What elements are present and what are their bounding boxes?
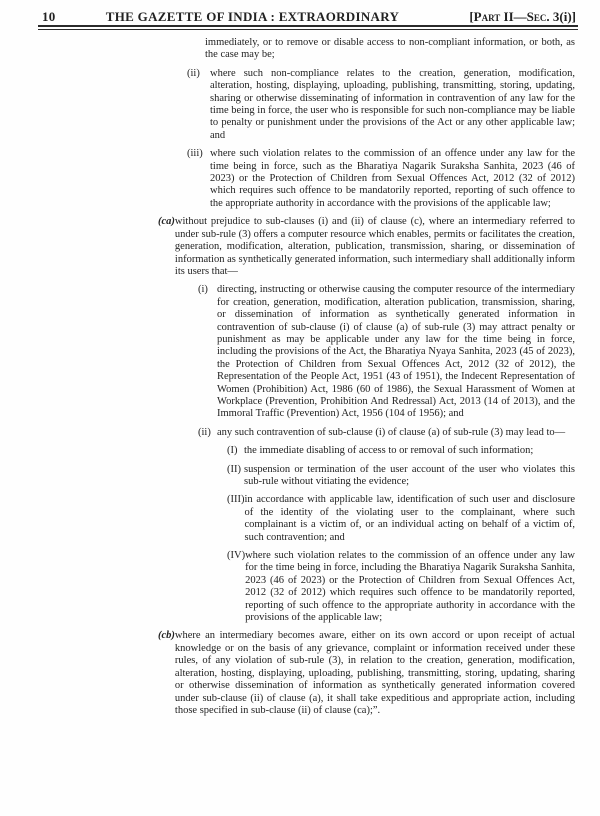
- clause-paragraph: [187, 68, 575, 142]
- document-body: [0, 37, 600, 723]
- clause-paragraph: [205, 37, 575, 62]
- clause-marker: (IV): [227, 550, 246, 562]
- clause-paragraph: [198, 427, 575, 439]
- clause-text: where an intermediary becomes aware, either on its own accord or upon receipt of actual knowledge or on the basis of any grievance, complaint or information received under these rules, of any violation of sub-rule (3), in relation to the creation, generation, modification, alteration, hosting, displaying, uploading, publishing, transmitting, storing, updating, sharing or otherwise dissemination of information as synthetically generated information covered under sub-clause (ii) of clause (a), it shall take expeditious and appropriate action, including those specified in sub-clause (ii) of clause (ca);”.: [174, 630, 575, 716]
- clause-paragraph-list: [0, 37, 600, 717]
- clause-paragraph: [187, 148, 575, 210]
- clause-marker: (ii): [187, 67, 200, 79]
- page-number: 10: [42, 9, 56, 24]
- gazette-title: THE GAZETTE OF INDIA : EXTRAORDINARY: [105, 9, 400, 24]
- clause-text: suspension or termination of the user account of the user who violates this sub-rule without vitiating the evidence;: [244, 463, 575, 487]
- clause-paragraph: [198, 284, 575, 420]
- clause-marker: (iii): [187, 148, 203, 160]
- clause-marker: (ca): [158, 216, 175, 228]
- clause-text: immediately, or to remove or disable access to non-compliant information, or both, as the case may be;: [205, 37, 575, 61]
- part-section-suffix: (i)]: [559, 9, 576, 24]
- clause-text: any such contravention of sub-clause (i) of clause (a) of sub-rule (3) may lead to—: [217, 426, 566, 438]
- clause-text: the immediate disabling of access to or removal of such information;: [244, 445, 534, 457]
- clause-paragraph: [158, 630, 575, 717]
- clause-marker: (cb): [158, 630, 175, 642]
- clause-marker: (ii): [198, 426, 211, 438]
- clause-marker: (I): [227, 445, 238, 457]
- clause-paragraph: [227, 550, 575, 624]
- part-section-smallcaps: [Part II—Sec. 3: [469, 9, 560, 24]
- clause-marker: (i): [198, 284, 208, 296]
- clause-paragraph: [227, 494, 575, 544]
- clause-paragraph: [158, 216, 575, 278]
- clause-text: directing, instructing or otherwise causing the computer resource of the intermediary for creation, generation, modification, alteration publication, transmission, sharing, or dissemination of information as synthetically generated information in contravention of sub-clause (i) of clause (a) of sub-rule (3) may attract penalty or punishment as may be applicable under any law for the time being in force, including the provisions of the Act, the Bharatiya Nyaya Sanhita, 2023 (45 of 2023), the Protection of Children from Sexual Offences Act, 2012 (32 of 2012), the Representation of the People Act, 1951 (43 of 1951), the Indecent Representation of Women (Prohibition) Act, 1986 (60 of 1986), the Sexual Harassment of Women at Workplace (Prevention, Prohibition And Redressal) Act, 2013 (14 of 2013), and the Immoral Traffic (Prevention) Act, 1956 (104 of 1956); and: [217, 284, 575, 420]
- clause-text: where such violation relates to the commission of an offence under any law for the time being in force, such as the Bharatiya Nagarik Suraksha Sanhita, 2023 (46 of 2023) or the Protection of Children from Sexual Offences Act, 2012 (32 of 2012) which requires such offence to be mandatorily reported, reporting of such offence to the appropriate authority in accordance with the provisions of the applicable law;: [210, 148, 575, 209]
- clause-text: where such non-compliance relates to the creation, generation, modification, alteration, hosting, displaying, uploading, publishing, transmitting, storing, updating, sharing or otherwise disseminating of information in contravention of any law for the time being in force, the user who is responsible for such non-compliance may be liable to penalty or punishment under the provisions of the Act or any other applicable law; and: [210, 67, 575, 141]
- clause-text: without prejudice to sub-clauses (i) and (ii) of clause (c), where an intermediary referred to under sub-rule (3) offers a computer resource which enables, permits or facilitates the creation, generation, modification, alteration, publication, transmission, sharing, or dissemination of information as synthetically generated information, such intermediary shall additionally inform its users that—: [174, 216, 575, 277]
- header-divider-rule: [38, 25, 578, 30]
- part-section-label: [469, 9, 576, 25]
- clause-paragraph: [227, 464, 575, 489]
- clause-text: in accordance with applicable law, identification of such user and disclosure of the identity of the violating user to the complainant, where such complainant is a victim of, or an individual acting on behalf of a victim of, such contravention; and: [244, 494, 575, 543]
- clause-paragraph: [227, 445, 575, 457]
- clause-marker: (II): [227, 463, 241, 475]
- clause-marker: (III): [227, 494, 245, 506]
- clause-text: where such violation relates to the commission of an offence under any law for the time being in force, including the Bharatiya Nagarik Suraksha Sanhita, 2023 (46 of 2023) or the Protection of Children from Sexual Offences Act, 2012 (32 of 2012) which requires such offence to be mandatorily reported, reporting of such offence to the appropriate authority in accordance with the provisions of the applicable law;: [245, 550, 575, 624]
- page-header: [42, 9, 576, 25]
